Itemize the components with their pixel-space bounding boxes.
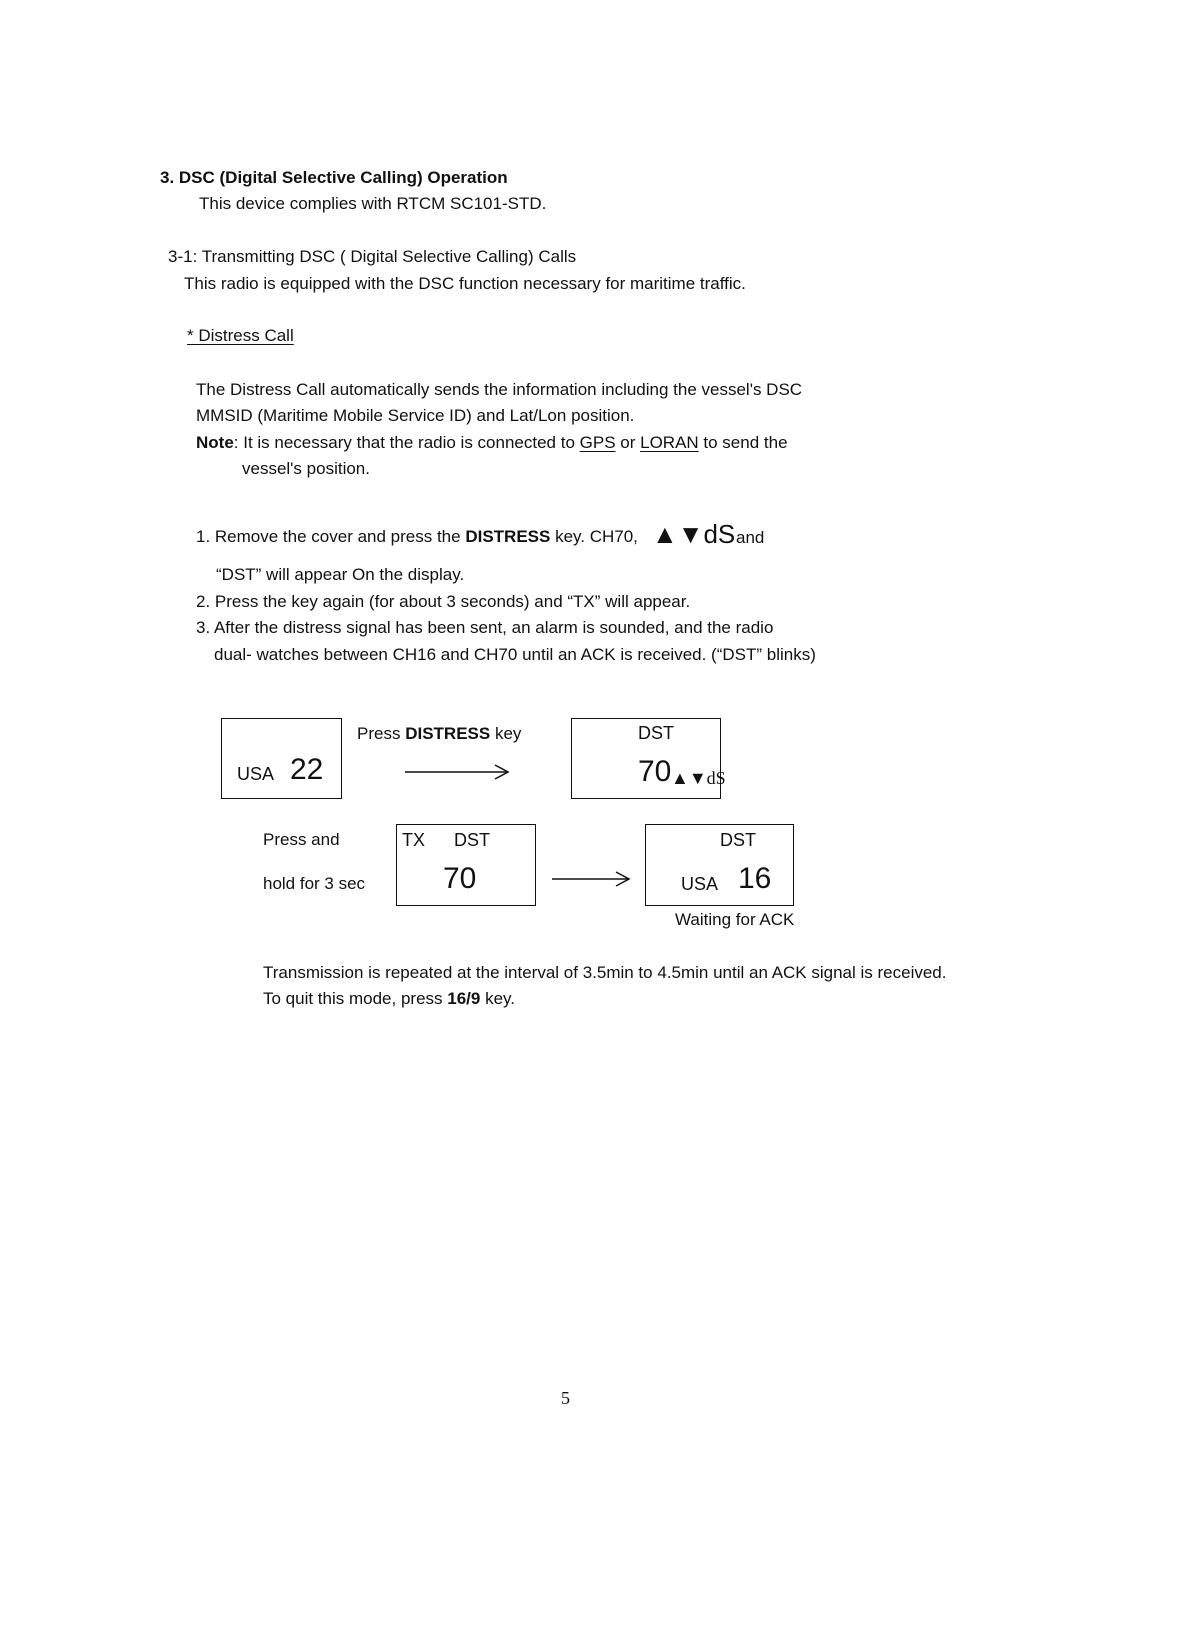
step-1-text-mid: key. CH70,: [550, 527, 638, 546]
waiting-for-ack-caption: Waiting for ACK: [675, 910, 795, 929]
display-usa-label: USA: [237, 764, 275, 784]
quit-mode-text: [263, 989, 515, 1009]
display-channel-16: 16: [738, 862, 772, 895]
display-dst-label: DST: [720, 830, 756, 850]
step-1-text-pre: 1. Remove the cover and press the: [196, 527, 466, 546]
note-line2: vessel's position.: [242, 459, 370, 478]
step-2: 2. Press the key again (for about 3 seconds) and “TX” will appear.: [196, 592, 691, 611]
repeat-interval-text: Transmission is repeated at the interval of 3.5min to 4.5min until an ACK signal is received.: [263, 963, 947, 982]
step-1-line2: “DST” will appear On the display.: [216, 565, 465, 584]
right-arrow-icon: [405, 762, 511, 782]
section-heading: 3. DSC (Digital Selective Calling) Operation: [160, 168, 508, 187]
display-box-waiting: [645, 824, 794, 906]
display-channel-70: 70: [638, 755, 672, 788]
hold-caption-line2: hold for 3 sec: [263, 874, 366, 893]
note-text-post: to send the: [698, 433, 788, 452]
display-dsc-symbol: ▲▼dS: [671, 768, 726, 788]
display-channel-70: 70: [443, 862, 477, 895]
display-tx-label: TX: [402, 830, 426, 850]
display-box-initial: [221, 718, 342, 799]
step-1-and: and: [736, 528, 765, 547]
right-arrow-icon: [552, 869, 632, 889]
distress-call-heading: * Distress Call: [187, 326, 294, 345]
display-usa-label: USA: [681, 874, 719, 894]
quit-key-label: 16/9: [447, 989, 481, 1008]
subsection-intro: This radio is equipped with the DSC function necessary for maritime traffic.: [184, 274, 746, 293]
press-text-pre: Press: [357, 724, 406, 743]
press-distress-caption: [357, 724, 521, 744]
step-1-line1: [196, 527, 638, 547]
press-distress-key: DISTRESS: [405, 724, 491, 743]
page-number: 5: [561, 1388, 570, 1408]
display-dst-label: DST: [454, 830, 490, 850]
note-text-pre: : It is necessary that the radio is connected to: [233, 433, 580, 452]
display-channel-22: 22: [290, 753, 324, 786]
display-box-distress: [571, 718, 726, 799]
distress-paragraph-line1: The Distress Call automatically sends the information including the vessel's DSC: [196, 380, 803, 399]
compliance-text: This device complies with RTCM SC101-STD.: [199, 194, 547, 213]
step-3-line2: dual- watches between CH16 and CH70 until an ACK is received. (“DST” blinks): [214, 645, 816, 664]
loran-term: LORAN: [640, 433, 699, 452]
display-dst-label: DST: [638, 723, 674, 743]
press-text-post: key: [490, 724, 522, 743]
quit-text-pre: To quit this mode, press: [263, 989, 448, 1008]
quit-text-post: key.: [480, 989, 515, 1008]
note-text-or: or: [615, 433, 641, 452]
display-box-transmit: [396, 824, 536, 906]
subsection-heading: 3-1: Transmitting DSC ( Digital Selective Calling) Calls: [168, 247, 577, 266]
note-label: Note: [196, 433, 234, 452]
distress-paragraph-line2: MMSID (Maritime Mobile Service ID) and Lat/Lon position.: [196, 406, 635, 425]
step-1-symbol: ▲▼dS: [652, 519, 736, 549]
note-line1: [196, 433, 788, 453]
hold-caption-line1: Press and: [263, 830, 340, 849]
distress-key-label: DISTRESS: [465, 527, 551, 546]
step-3-line1: 3. After the distress signal has been sent, an alarm is sounded, and the radio: [196, 618, 774, 637]
gps-term: GPS: [579, 433, 616, 452]
